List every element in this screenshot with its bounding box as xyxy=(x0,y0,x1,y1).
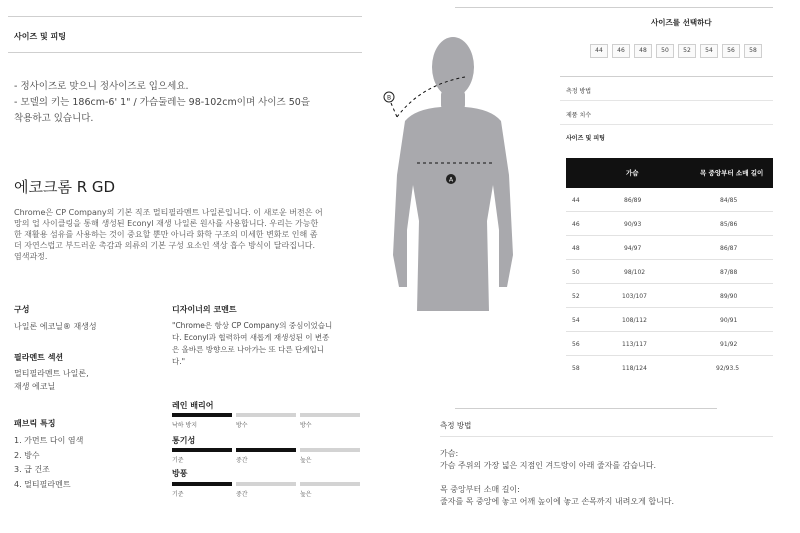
cell-sleeve: 84/85 xyxy=(720,197,738,204)
top-divider xyxy=(8,16,362,17)
silhouette xyxy=(393,37,513,311)
cell-size: 52 xyxy=(572,293,580,300)
size-option-46[interactable]: 46 xyxy=(612,44,630,58)
section-title-size-fitting: 사이즈 및 피팅 xyxy=(14,32,66,41)
body-measurement-figure xyxy=(375,25,535,320)
fit-intro-line: 착용하고 있습니다. xyxy=(14,113,94,124)
cell-chest: 98/102 xyxy=(624,269,646,276)
howto-chest-text: 가슴 주위의 가장 넓은 지점인 겨드랑이 아래 줄자를 감습니다. xyxy=(440,461,657,470)
rating-bar-segment xyxy=(236,448,296,452)
howto-chest xyxy=(440,448,780,472)
rating-bar-segment xyxy=(172,448,232,452)
tab-how-to-measure[interactable]: 측정 방법 xyxy=(566,88,592,95)
rating-title-breathability: 통기성 xyxy=(172,436,196,445)
rating-bar-segment xyxy=(300,448,360,452)
howto-sleeve-text: 줄자를 목 중앙에 놓고 어깨 높이에 놓고 손목까지 내려오게 합니다. xyxy=(440,497,675,506)
table-row xyxy=(566,236,773,260)
cell-chest: 90/93 xyxy=(624,221,642,228)
fit-intro-line: - 정사이즈로 맞으니 정사이즈로 입으세요. xyxy=(14,81,189,92)
tab-divider xyxy=(560,124,773,125)
tab-divider xyxy=(560,76,773,77)
size-option-48[interactable]: 48 xyxy=(634,44,652,58)
rating-tick-label: 낙하 방지 xyxy=(172,422,198,429)
table-row xyxy=(566,284,773,308)
fabric-features-list xyxy=(14,434,83,492)
size-option-58[interactable]: 58 xyxy=(744,44,762,58)
table-row xyxy=(566,308,773,332)
howto-sleeve xyxy=(440,484,780,508)
tab-product-dimensions[interactable]: 제품 치수 xyxy=(566,112,592,119)
designer-comment-label: 디자이너의 코멘트 xyxy=(172,305,237,314)
cell-sleeve: 87/88 xyxy=(720,269,738,276)
table-row xyxy=(566,212,773,236)
cell-chest: 86/89 xyxy=(624,197,642,204)
howto-sub-divider xyxy=(440,436,773,437)
comment-line: 은 올바른 방향으로 나아가는 또 다른 단계입니 xyxy=(172,345,324,354)
product-name: 에코크롬 R GD xyxy=(14,178,116,196)
marker-b-label: B xyxy=(386,94,392,102)
rating-bar-segment xyxy=(172,482,232,486)
cell-sleeve: 90/91 xyxy=(720,317,738,324)
designer-comment xyxy=(172,320,372,368)
rating-tick-label: 기준 xyxy=(172,491,184,498)
rating-bar-segment xyxy=(236,413,296,417)
rating-bar-segment xyxy=(300,482,360,486)
size-option-50[interactable]: 50 xyxy=(656,44,674,58)
cell-sleeve: 86/87 xyxy=(720,245,738,252)
table-row xyxy=(566,356,773,380)
cell-size: 56 xyxy=(572,341,580,348)
cell-sleeve: 92/93.5 xyxy=(716,365,740,372)
marker-a-label: A xyxy=(448,176,454,184)
rating-title-windproof: 방풍 xyxy=(172,469,188,478)
filament-values xyxy=(14,367,89,393)
cell-chest: 103/107 xyxy=(622,293,647,300)
rating-tick-label: 높은 xyxy=(300,491,312,498)
rating-tick-label: 중간 xyxy=(236,491,248,498)
composition-value: 나일론 에코닐® 재생성 xyxy=(14,322,97,331)
header-sleeve-length: 목 중앙부터 소매 길이 xyxy=(700,169,764,177)
howto-chest-title: 가슴: xyxy=(440,449,459,458)
fabric-feature-item: 2. 방수 xyxy=(14,450,40,460)
rating-tick-label: 기준 xyxy=(172,457,184,464)
cell-sleeve: 85/86 xyxy=(720,221,738,228)
howto-title: 측정 방법 xyxy=(440,421,472,430)
cell-size: 44 xyxy=(572,197,580,204)
cell-chest: 94/97 xyxy=(624,245,642,252)
description-line: Chrome은 CP Company의 기본 직조 멀티필라멘트 나일론입니다. 이 새로운 버전은 어 xyxy=(14,208,323,217)
size-option-44[interactable]: 44 xyxy=(590,44,608,58)
cell-size: 48 xyxy=(572,245,580,252)
comment-line: "Chrome은 항상 CP Company의 중심이었습니 xyxy=(172,321,333,330)
section-divider xyxy=(8,52,362,53)
cell-size: 50 xyxy=(572,269,580,276)
description-line: 염색과정. xyxy=(14,252,48,261)
select-size-title: 사이즈를 선택하다 xyxy=(651,18,712,27)
size-option-52[interactable]: 52 xyxy=(678,44,696,58)
filament-line: 재생 에코닐 xyxy=(14,382,56,391)
rating-tick-label: 방수 xyxy=(300,422,312,429)
table-row xyxy=(566,332,773,356)
rating-title-rain: 레인 배리어 xyxy=(172,401,214,410)
size-option-54[interactable]: 54 xyxy=(700,44,718,58)
rating-panel xyxy=(172,398,372,503)
shoulder-line xyxy=(391,103,397,117)
rating-tick-label: 높은 xyxy=(300,457,312,464)
comment-line: 다. Econyl과 협력하여 새롭게 재생성된 이 변종 xyxy=(172,333,330,342)
rating-bar-segment xyxy=(172,413,232,417)
tab-divider xyxy=(560,100,773,101)
rating-bar-segment xyxy=(236,482,296,486)
size-selector xyxy=(590,44,770,60)
filament-line: 멀티필라멘트 나일론, xyxy=(14,369,89,378)
right-top-divider xyxy=(455,7,773,8)
rating-tick-label: 방수 xyxy=(236,422,248,429)
description-line: 한 재활용 섬유를 사용하는 것이 중요할 뿐만 아니라 화학 구조의 미세한 변화로 인해 좀 xyxy=(14,230,318,239)
description-line: 망의 업 사이클링을 통해 생성된 Econyl 재생 나일론 원사를 사용합니다. 우리는 가능한 xyxy=(14,219,319,228)
howto-sleeve-title: 목 중앙부터 소매 길이: xyxy=(440,485,520,494)
rating-tick-label: 중간 xyxy=(236,457,248,464)
size-option-56[interactable]: 56 xyxy=(722,44,740,58)
cell-chest: 108/112 xyxy=(622,317,647,324)
filament-label: 필라멘트 섹션 xyxy=(14,353,64,362)
size-table-header xyxy=(566,158,773,188)
fit-intro-line: - 모델의 키는 186cm-6' 1" / 가슴둘레는 98-102cm이며 사이즈 50을 xyxy=(14,97,310,108)
table-row xyxy=(566,188,773,212)
composition-label: 구성 xyxy=(14,305,30,314)
header-chest: 가슴 xyxy=(626,169,639,177)
fabric-features-label: 패브릭 특징 xyxy=(14,419,56,428)
cell-size: 54 xyxy=(572,317,580,324)
howto-divider xyxy=(455,408,717,409)
tab-size-fitting[interactable]: 사이즈 및 피팅 xyxy=(566,135,605,142)
product-description xyxy=(14,207,370,262)
comment-line: 다." xyxy=(172,357,186,366)
cell-size: 58 xyxy=(572,365,580,372)
fabric-feature-item: 1. 가먼트 다이 염색 xyxy=(14,436,84,445)
cell-chest: 118/124 xyxy=(622,365,647,372)
description-line: 더 자연스럽고 부드러운 촉감과 의류의 기본 구성 요소인 색상 흡수 방식이 달라집니다. xyxy=(14,241,315,250)
rating-bar-segment xyxy=(300,413,360,417)
cell-sleeve: 89/90 xyxy=(720,293,738,300)
fit-intro xyxy=(14,79,364,127)
cell-sleeve: 91/92 xyxy=(720,341,738,348)
table-row xyxy=(566,260,773,284)
cell-size: 46 xyxy=(572,221,580,228)
fabric-feature-item: 3. 급 건조 xyxy=(14,465,50,474)
fabric-feature-item: 4. 멀티필라멘트 xyxy=(14,479,71,489)
cell-chest: 113/117 xyxy=(622,341,647,348)
